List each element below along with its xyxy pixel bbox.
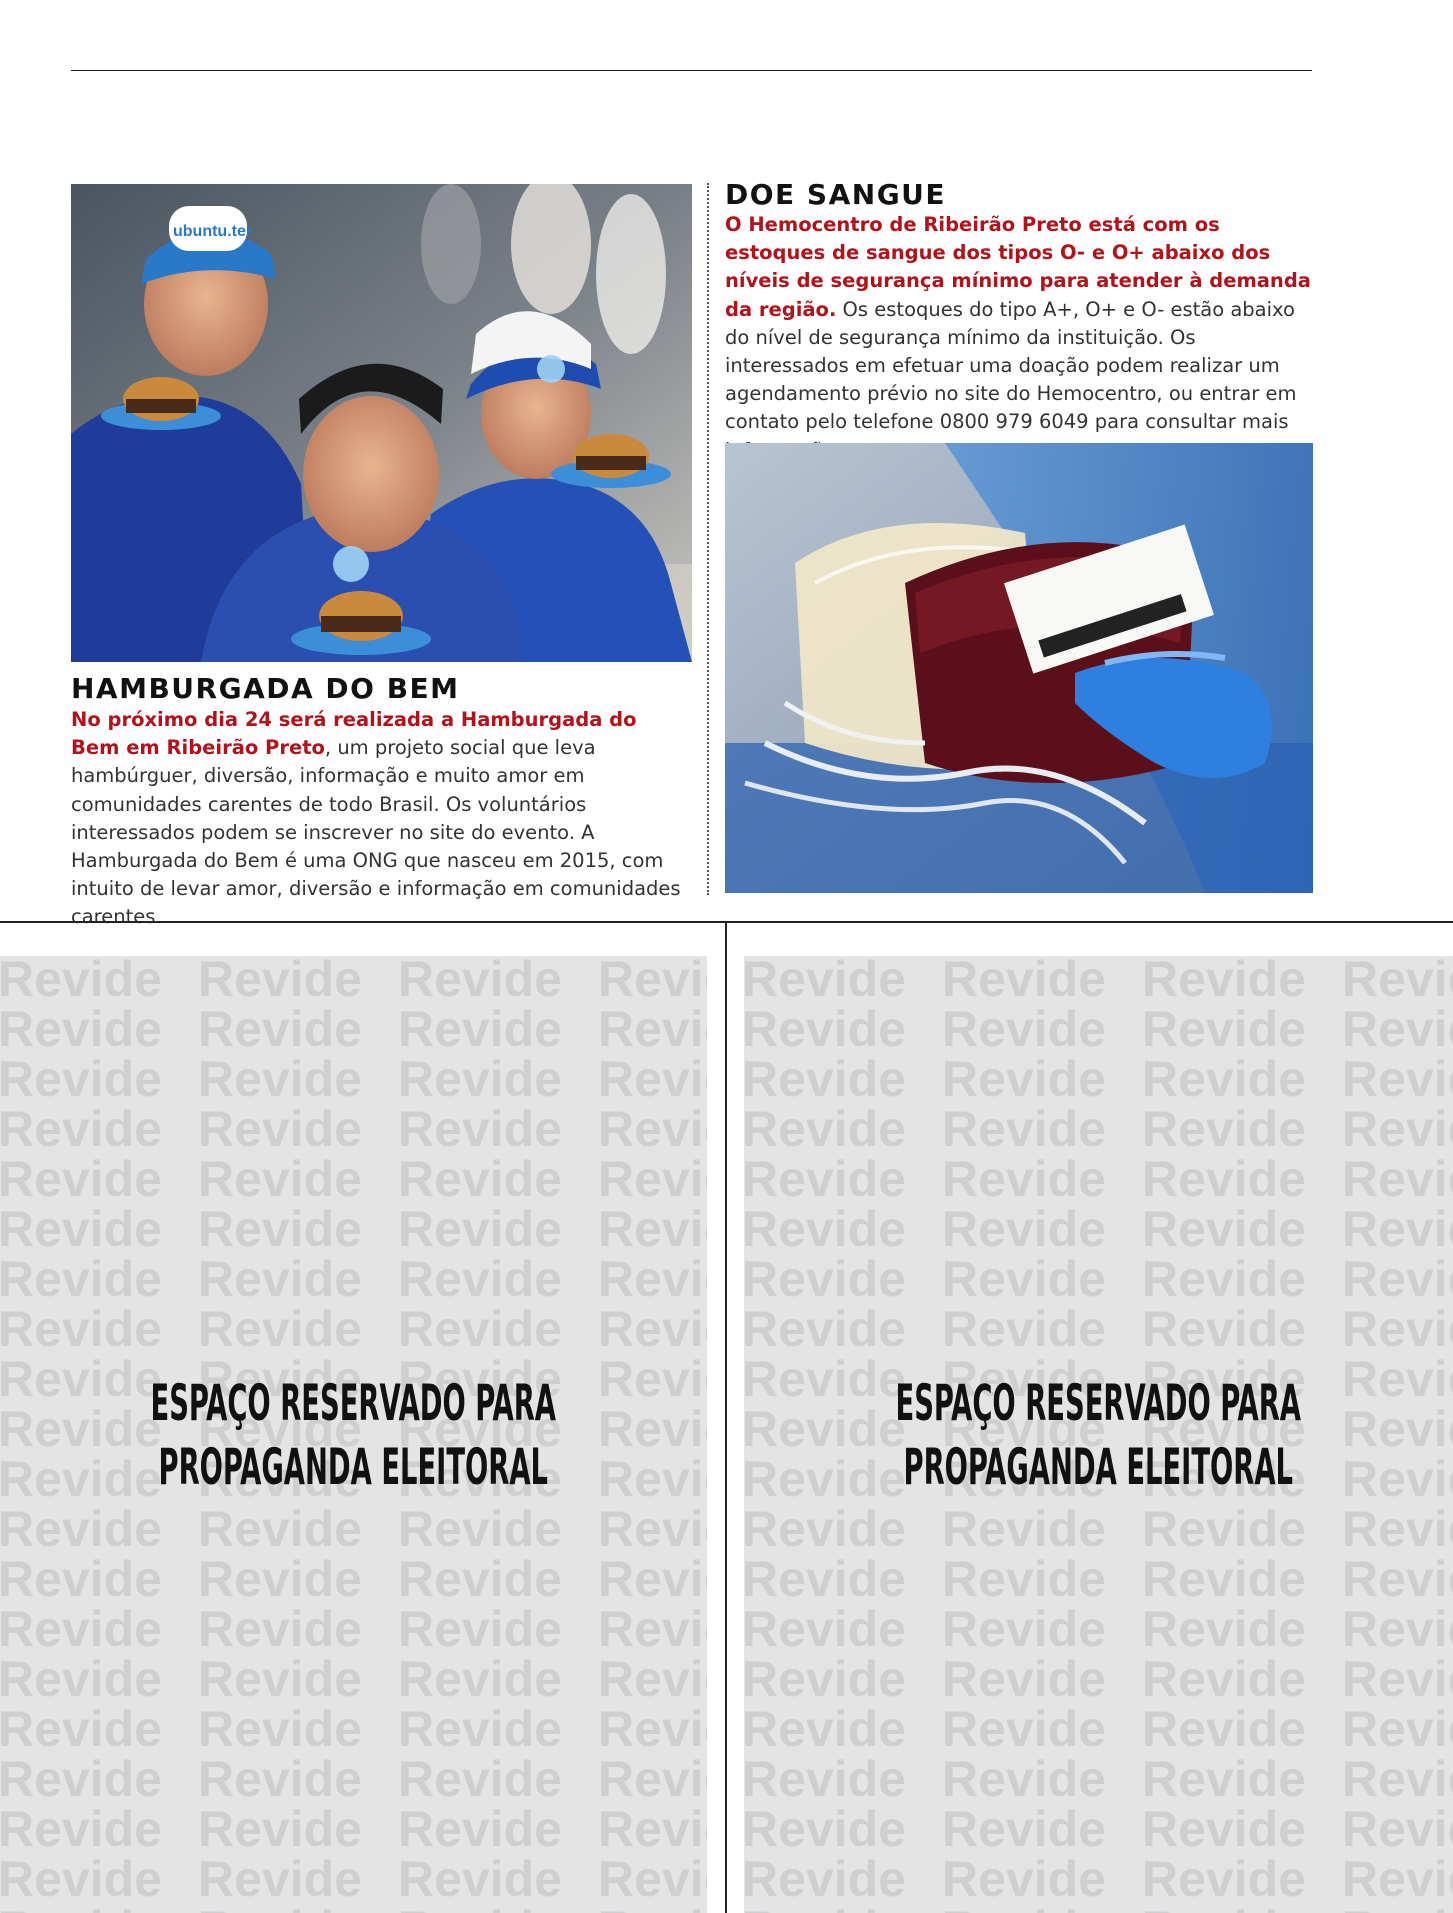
hamburgada-text xyxy=(71,706,689,932)
doe-sangue-lead: O Hemocentro de Ribeirão Preto está com os estoques de sangue dos tipos O- e O+ abaixo dos níveis de segurança mínimo para atender à demanda da região. xyxy=(725,213,1311,321)
column-divider xyxy=(707,183,709,895)
svg-text:ubuntu.ter: ubuntu.ter xyxy=(173,223,253,240)
doe-sangue-text xyxy=(725,211,1315,465)
hamburgada-title: HAMBURGADA DO BEM xyxy=(71,672,460,705)
hamburgada-lead: No próximo dia 24 será realizada a Hamburgada do Bem em Ribeirão Preto xyxy=(71,708,637,760)
blood-bag-photo xyxy=(725,443,1313,893)
ad-right-line2: PROPAGANDA ELEITORAL xyxy=(903,1437,1294,1496)
ad-right-text xyxy=(839,1371,1359,1499)
hamburgada-photo xyxy=(71,184,692,662)
ad-panel-right xyxy=(744,956,1453,1913)
ad-left-line1: ESPAÇO RESERVADO PARA xyxy=(150,1373,557,1432)
ad-right-line1: ESPAÇO RESERVADO PARA xyxy=(895,1373,1302,1432)
ad-left-line2: PROPAGANDA ELEITORAL xyxy=(158,1437,549,1496)
doe-sangue-body: Os estoques do tipo A+, O+ e O- estão abaixo do nível de segurança mínimo da instituição. Os interessados em efetuar uma doação podem realizar um agendamento prévio no site do Hemocentro, ou entrar em contato pelo telefone 0800 979 6049 para consultar mais xyxy=(725,297,1297,434)
ad-divider xyxy=(725,921,727,1913)
doe-sangue-title: DOE SANGUE xyxy=(725,178,947,211)
top-rule xyxy=(71,70,1312,71)
ad-left-text xyxy=(94,1371,614,1499)
ad-panel-left xyxy=(0,956,707,1913)
hamburgada-body: , um projeto social que leva hambúrguer, diversão, informação e muito amor em comunidades carentes de todo Brasil. Os voluntários interessados podem se inscrever no site do evento. A Hamburgada do Bem é uma ONG que nasceu em 2015, com intuito de levar amor, diversão e informação em comunidades carentes xyxy=(71,736,681,929)
